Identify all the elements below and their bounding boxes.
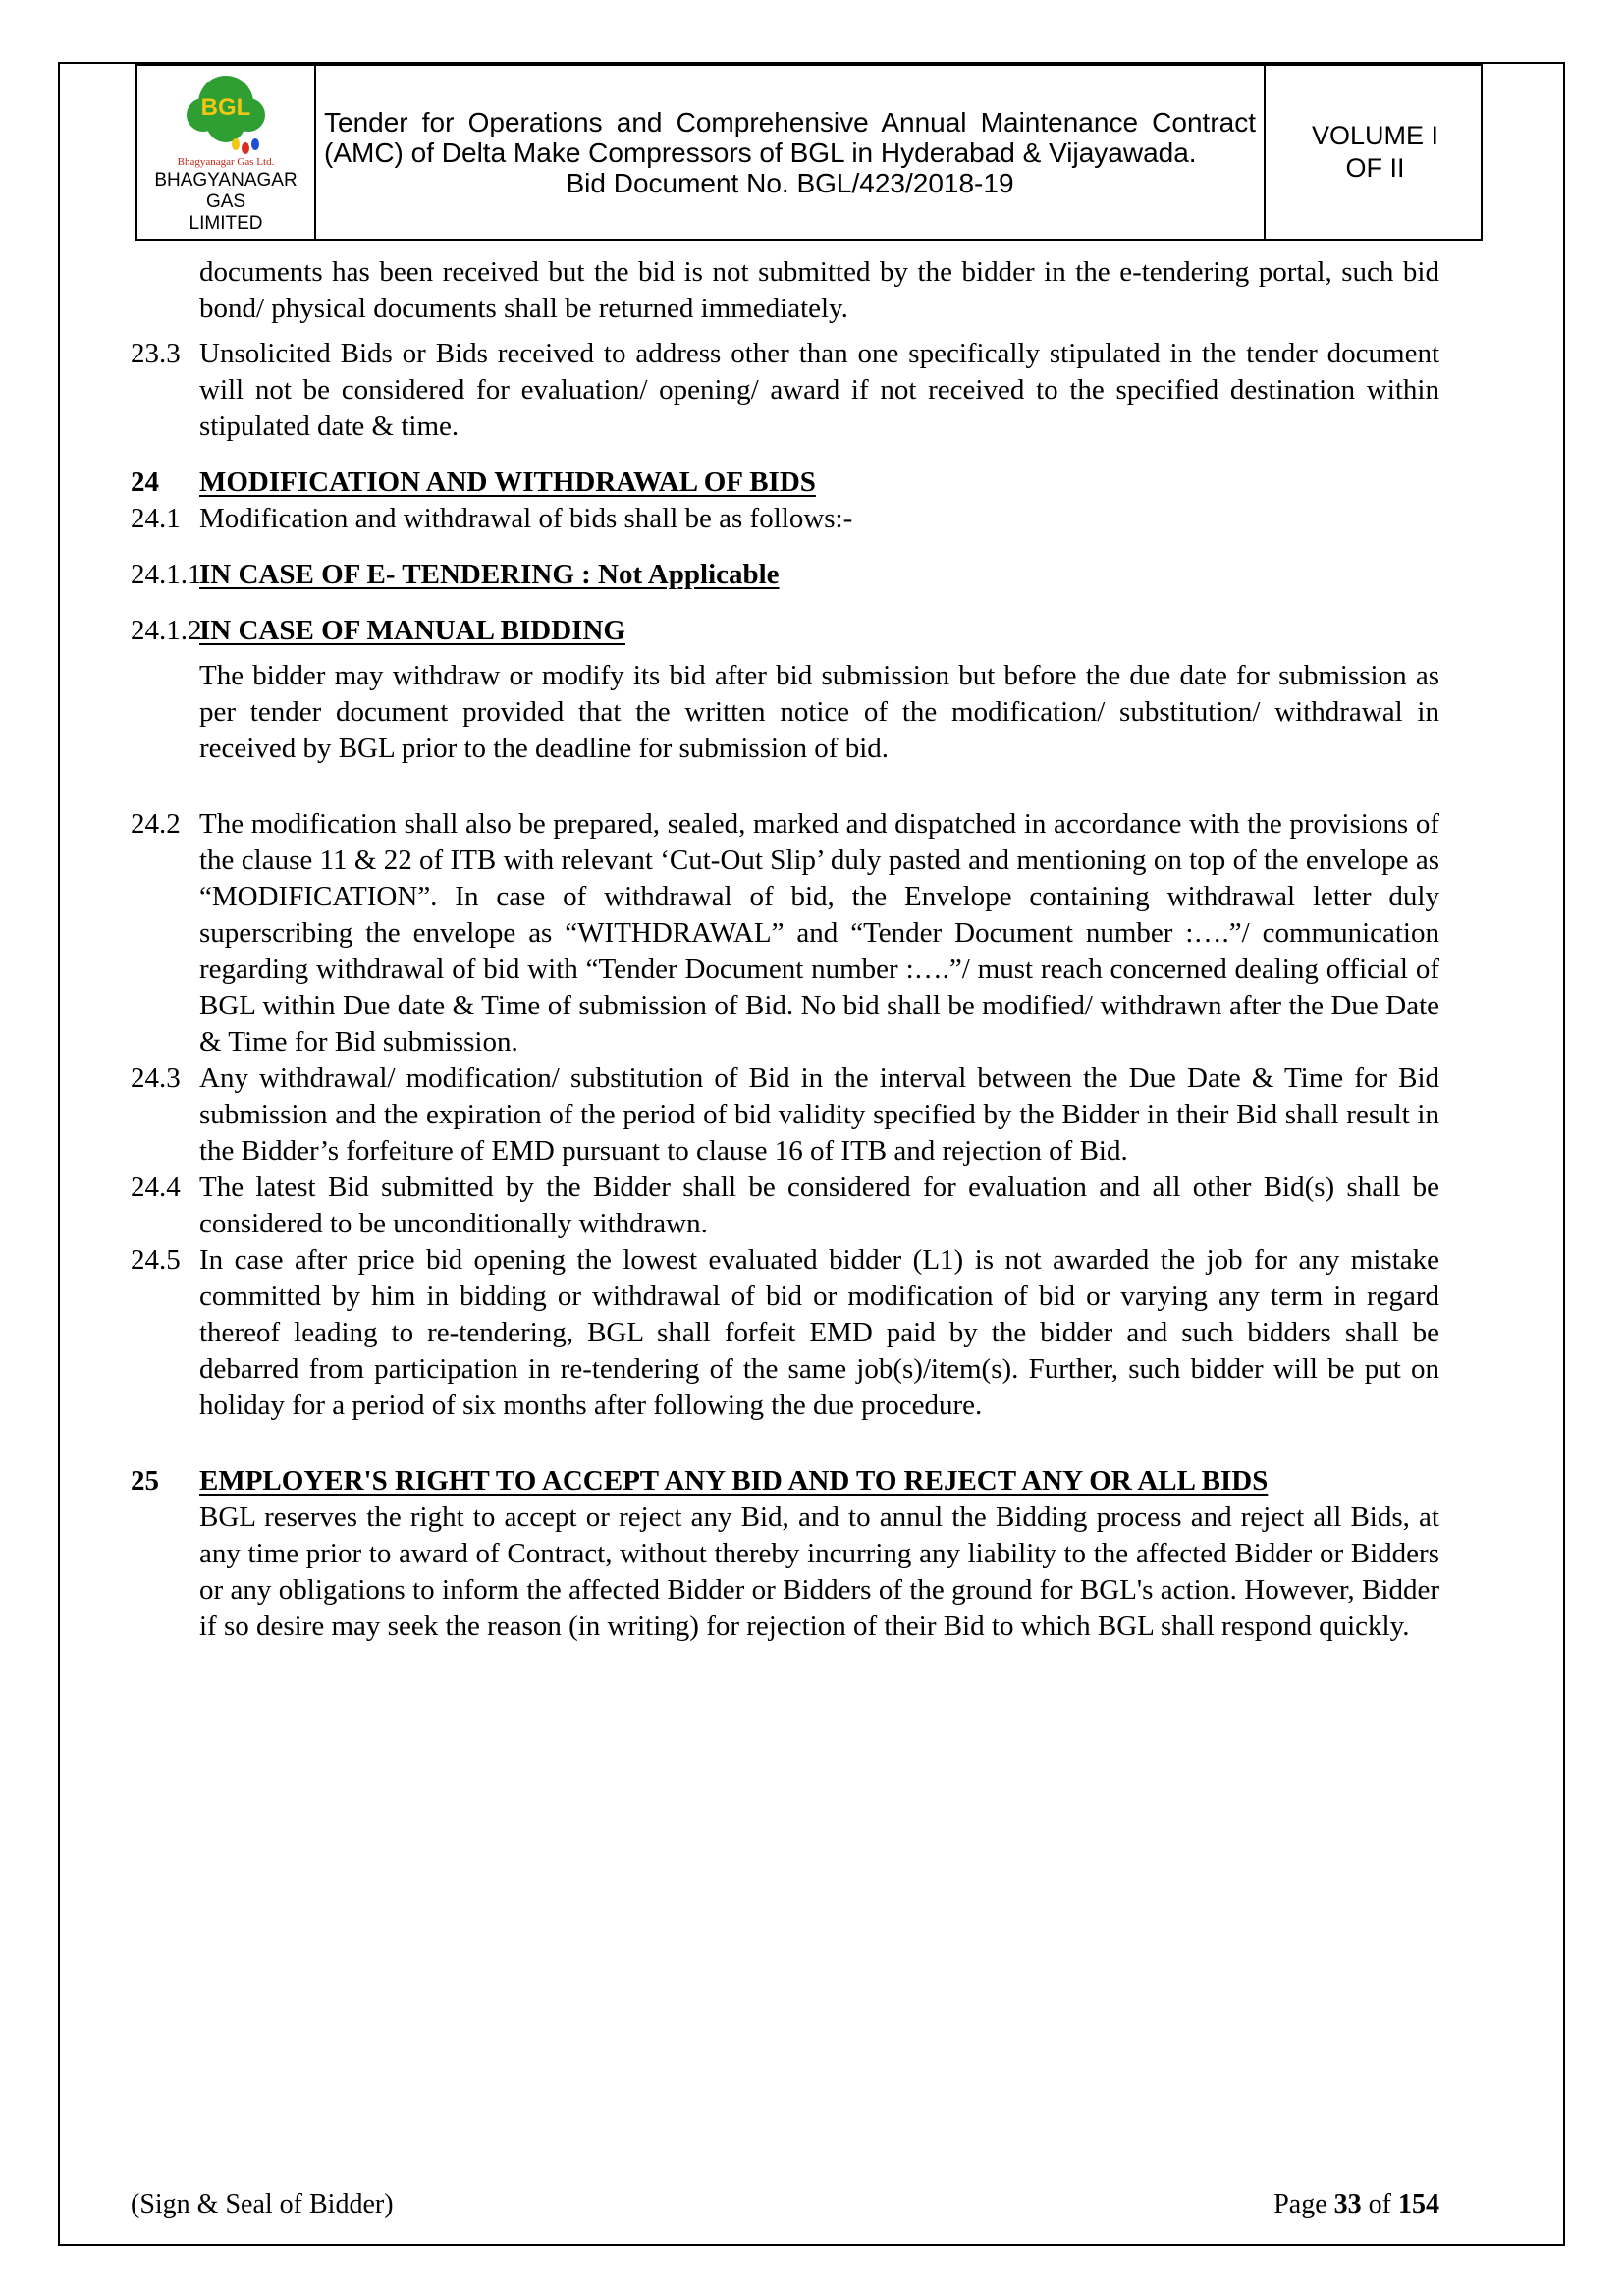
clause-number: 24.2 [131, 808, 181, 840]
clause-number: 24.5 [131, 1244, 181, 1276]
bid-document-number: Bid Document No. BGL/423/2018-19 [566, 167, 1014, 198]
volume-line2: OF II [1345, 153, 1405, 183]
clause-number: 25 [131, 1465, 159, 1497]
page-content [58, 62, 1565, 2246]
clause-text: The latest Bid submitted by the Bidder shall be considered for evaluation and all other Bid(s) shall be considered to be unconditionally withdrawn. [199, 1172, 1439, 1239]
clause-text: Unsolicited Bids or Bids received to address other than one specifically stipulated in the tender document will not be considered for evaluation/ opening/ award if not received to the specified destination within stipulated date & time. [199, 338, 1439, 442]
page-word: Page [1273, 2189, 1327, 2219]
company-name-line1: BHAGYANAGAR GAS [154, 170, 298, 212]
clause-23-3 [131, 336, 1439, 445]
section-heading-text: IN CASE OF MANUAL BIDDING [199, 615, 625, 646]
title-cell [314, 66, 1264, 239]
clause-24-2 [131, 806, 1439, 1061]
tender-title: Tender for Operations and Comprehensive Annual Maintenance Contract (AMC) of Delta Make Compressors of BGL in Hyderabad & Vijayawada. [324, 106, 1256, 168]
logo-cell [137, 66, 314, 239]
bgl-logo-icon [167, 70, 285, 160]
clause-number: 23.3 [131, 338, 181, 369]
section-25-heading [131, 1463, 1439, 1500]
company-name [139, 170, 312, 235]
clause-24-1-2-heading [131, 613, 1439, 649]
clause-number [131, 1500, 199, 1645]
clause-number: 24.1 [131, 503, 181, 534]
clause-number: 24.1.2 [131, 615, 202, 646]
clause-24-5 [131, 1242, 1439, 1424]
clause-number [131, 254, 199, 327]
total-pages: 154 [1398, 2189, 1439, 2219]
clause-number: 24.4 [131, 1172, 181, 1203]
clause-24-1-1-heading [131, 557, 1439, 593]
clause-25-body [131, 1500, 1439, 1645]
clause-text: documents has been received but the bid is not submitted by the bidder in the e-tendering portal, such bid bond/ physical documents shall be returned immediately. [199, 256, 1439, 324]
clause-24-1 [131, 501, 1439, 537]
of-word: of [1368, 2189, 1391, 2219]
continuation-paragraph [131, 254, 1439, 327]
clause-text: Any withdrawal/ modification/ substitution of Bid in the interval between the Due Date & Time for Bid submission and the expiration of the period of bid validity specified by the Bidder in their Bid shall result in the Bidder’s forfeiture of EMD pursuant to clause 16 of ITB and rejection of Bid. [199, 1063, 1439, 1167]
clause-24-3 [131, 1061, 1439, 1170]
clause-number: 24 [131, 466, 159, 498]
clause-text: In case after price bid opening the lowest evaluated bidder (L1) is not awarded the job for any mistake committed by him in bidding or withdrawal of bid or modification of bid or varying any term in regard thereof leading to re-tendering, BGL shall forfeit EMD paid by the bidder and such bidders shall be debarred from participation in re-tendering of the same job(s)/item(s). Further, such bidder will be put on holiday for a period of six months after following the due procedure. [199, 1244, 1439, 1421]
volume-cell [1264, 66, 1485, 239]
page-indicator [1273, 2189, 1439, 2220]
volume-line1: VOLUME I [1311, 121, 1439, 150]
clause-number: 24.3 [131, 1063, 181, 1094]
document-body [58, 254, 1565, 1645]
clause-number [131, 658, 199, 767]
company-name-line2: LIMITED [189, 213, 263, 234]
logo-tagline: Bhagyanagar Gas Ltd. [177, 156, 275, 168]
section-heading-text: MODIFICATION AND WITHDRAWAL OF BIDS [199, 466, 816, 498]
section-24-heading [131, 465, 1439, 501]
logo-acronym: BGL [200, 94, 251, 121]
section-heading-text: EMPLOYER'S RIGHT TO ACCEPT ANY BID AND TO REJECT ANY OR ALL BIDS [199, 1465, 1269, 1497]
clause-text: BGL reserves the right to accept or reject any Bid, and to annul the Bidding process and reject all Bids, at any time prior to award of Contract, without thereby incurring any liability to the affected Bidder or Bidders or any obligations to inform the affected Bidder or Bidders of the ground for BGL's action. However, Bidder if so desire may seek the reason (in writing) for rejection of their Bid to which BGL shall respond quickly. [199, 1502, 1439, 1642]
page-footer [131, 2189, 1439, 2220]
header-table [135, 64, 1483, 241]
clause-text: The bidder may withdraw or modify its bid after bid submission but before the due date for submission as per tender document provided that the written notice of the modification/ substitution/ withdrawal in received by BGL prior to the deadline for submission of bid. [199, 660, 1439, 764]
clause-24-1-2-body [131, 658, 1439, 767]
clause-text: The modification shall also be prepared, sealed, marked and dispatched in accordance with the provisions of the clause 11 & 22 of ITB with relevant ‘Cut-Out Slip’ duly pasted and mentioning on top of the envelope as “MODIFICATION”. In case of withdrawal of bid, the Envelope containing withdrawal letter duly superscribing the envelope as “WITHDRAWAL” and “Tender Document number :….”/ communication regarding withdrawal of bid with “Tender Document number :….”/ must reach concerned dealing official of BGL within Due date & Time of submission of Bid. No bid shall be modified/ withdrawn after the Due Date & Time for Bid submission. [199, 808, 1439, 1058]
clause-text: Modification and withdrawal of bids shall be as follows:- [199, 503, 853, 534]
clause-24-4 [131, 1170, 1439, 1242]
sign-seal-note: (Sign & Seal of Bidder) [131, 2189, 394, 2219]
page-number: 33 [1333, 2189, 1362, 2219]
section-heading-text: IN CASE OF E- TENDERING : Not Applicable [199, 559, 780, 590]
clause-number: 24.1.1 [131, 559, 202, 590]
